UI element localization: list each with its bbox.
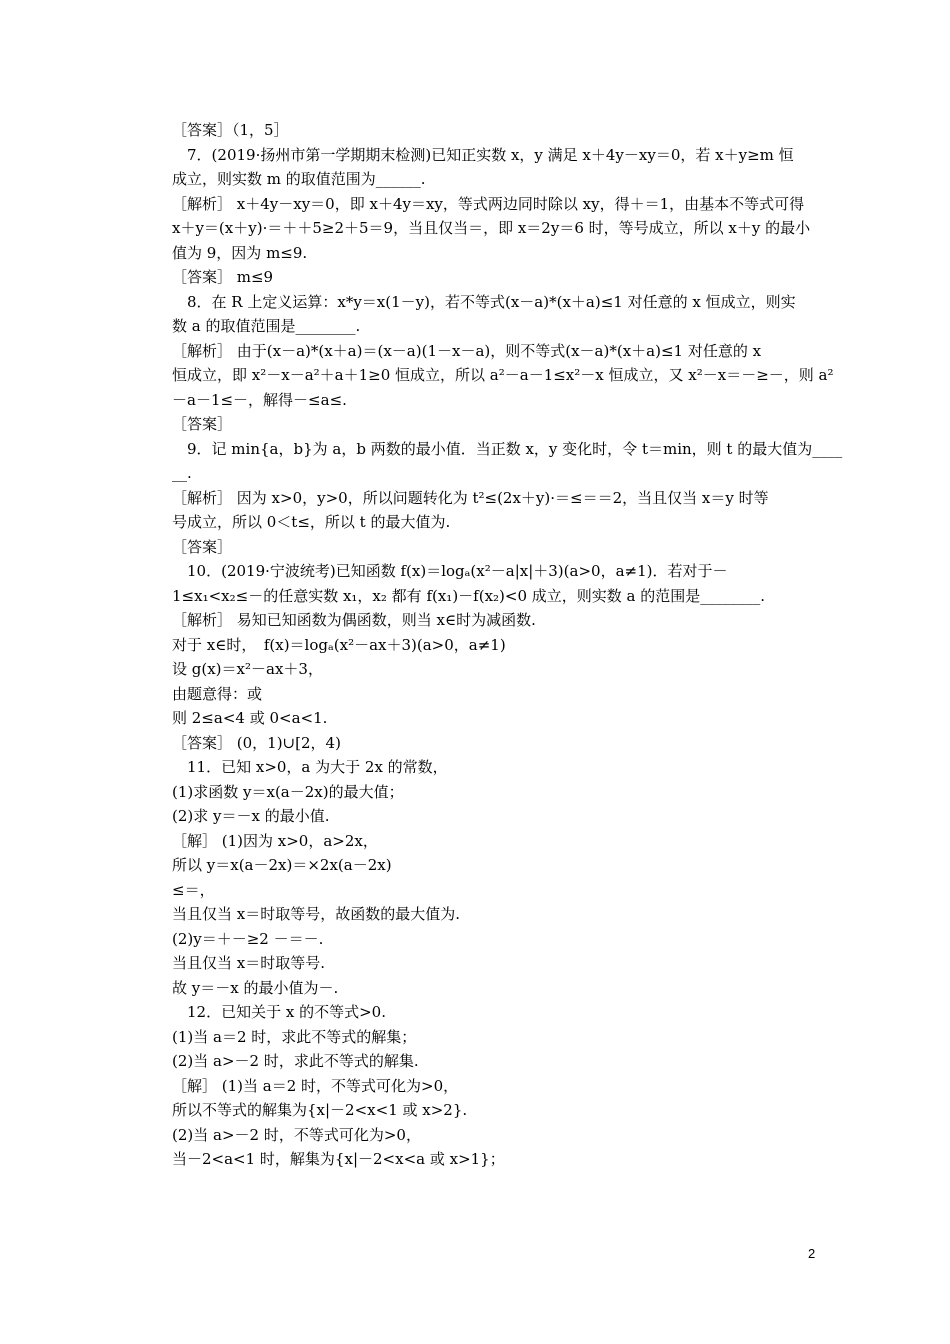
text-line: ［解析］ 由于(x－a)*(x＋a)＝(x－a)(1－x－a)，则不等式(x－a)*(x＋a)≤1 对任意的 x: [172, 342, 762, 360]
text-line: 1≤x₁<x₂≤－的任意实数 x₁，x₂ 都有 f(x₁)－f(x₂)<0 成立，则实数 a 的范围是________.: [172, 587, 766, 605]
text-line: ［答案］（1，5］: [172, 121, 289, 139]
text-line: 9．记 min{a，b}为 a，b 两数的最小值．当正数 x，y 变化时，令 t＝min，则 t 的最大值为____: [172, 440, 843, 458]
text-line: 由题意得：或: [172, 685, 263, 703]
text-line: ［解析］ 易知已知函数为偶函数，则当 x∈时为减函数.: [172, 611, 536, 629]
text-line: ［答案］ m≤9: [172, 268, 274, 286]
text-line: 号成立，所以 0＜t≤，所以 t 的最大值为.: [172, 513, 451, 531]
text-line: (2)当 a>－2 时，不等式可化为>0，: [172, 1126, 421, 1144]
text-line: 8．在 R 上定义运算：x*y＝x(1－y)，若不等式(x－a)*(x＋a)≤1 对任意的 x 恒成立，则实: [172, 293, 796, 311]
text-line: ［解析］ 因为 x>0，y>0，所以问题转化为 t²≤(2x＋y)·＝≤＝＝2，当且仅当 x＝y 时等: [172, 489, 769, 507]
text-line: (1)当 a＝2 时，求此不等式的解集；: [172, 1028, 417, 1046]
text-line: 当且仅当 x＝时取等号，故函数的最大值为.: [172, 905, 460, 923]
text-line: 恒成立，即 x²－x－a²＋a＋1≥0 恒成立，所以 a²－a－1≤x²－x 恒成立，又 x²－x＝－≥－，则 a²: [172, 366, 834, 384]
text-line: 设 g(x)＝x²－ax＋3，: [172, 660, 323, 678]
text-line: (1)求函数 y＝x(a－2x)的最大值；: [172, 783, 404, 801]
text-line: (2)当 a>－2 时，求此不等式的解集.: [172, 1052, 419, 1070]
text-line: 10．(2019·宁波统考)已知函数 f(x)＝logₐ(x²－a|x|＋3)(a>0，a≠1)．若对于－: [172, 562, 728, 580]
text-line: 当且仅当 x＝时取等号.: [172, 954, 325, 972]
page-number: 2: [808, 1246, 816, 1261]
text-line: －a－1≤－，解得－≤a≤.: [172, 391, 347, 409]
text-line: ≤＝，: [172, 881, 215, 899]
text-line: 所以不等式的解集为{x|－2<x<1 或 x>2}.: [172, 1101, 468, 1119]
text-line: ［答案］ (0，1)∪[2，4): [172, 734, 341, 752]
text-line: 则 2≤a<4 或 0<a<1.: [172, 709, 328, 727]
text-line: x＋y＝(x＋y)·＝＋＋5≥2＋5＝9，当且仅当＝，即 x＝2y＝6 时，等号成立，所以 x＋y 的最小: [172, 219, 811, 237]
text-line: __.: [172, 464, 192, 482]
text-line: 12．已知关于 x 的不等式>0.: [172, 1003, 386, 1021]
text-line: ［答案］: [172, 538, 233, 556]
text-line: ［解析］ x＋4y－xy＝0，即 x＋4y＝xy，等式两边同时除以 xy，得＋＝1，由基本不等式可得: [172, 195, 805, 213]
text-line: ［解］ (1)当 a＝2 时，不等式可化为>0，: [172, 1077, 459, 1095]
text-line: 所以 y＝x(a－2x)＝×2x(a－2x): [172, 856, 392, 874]
text-line: ［答案］: [172, 415, 233, 433]
text-line: (2)y＝＋－≥2 －＝－.: [172, 930, 324, 948]
text-line: 数 a 的取值范围是________.: [172, 317, 361, 335]
text-line: 11．已知 x>0，a 为大于 2x 的常数，: [172, 758, 448, 776]
text-line: 故 y＝－x 的最小值为－.: [172, 979, 339, 997]
text-line: 当－2<a<1 时，解集为{x|－2<x<a 或 x>1}；: [172, 1150, 505, 1168]
text-line: ［解］ (1)因为 x>0，a>2x，: [172, 832, 378, 850]
text-line: 值为 9，因为 m≤9.: [172, 244, 308, 262]
text-line: (2)求 y＝－x 的最小值.: [172, 807, 330, 825]
text-line: 7．(2019·扬州市第一学期期末检测)已知正实数 x，y 满足 x＋4y－xy＝0，若 x＋y≥m 恒: [172, 146, 794, 164]
text-line: 成立，则实数 m 的取值范围为______.: [172, 170, 426, 188]
text-line: 对于 x∈时， f(x)＝logₐ(x²－ax＋3)(a>0，a≠1): [172, 636, 506, 654]
